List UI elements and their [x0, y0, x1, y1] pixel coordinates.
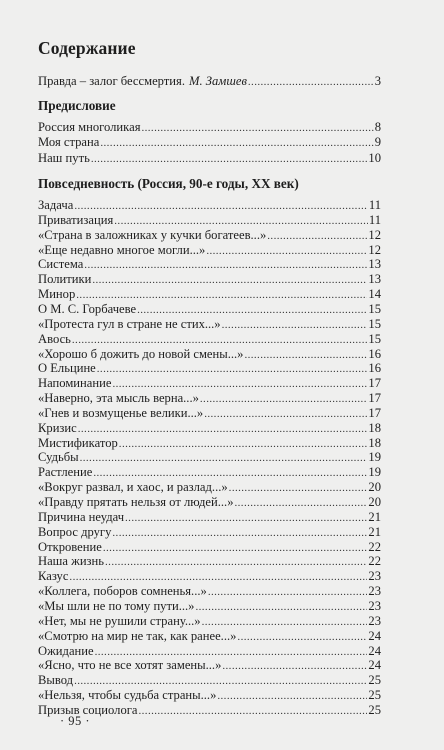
- toc-entry-page: 12: [368, 227, 381, 242]
- toc-entry-page: 25: [368, 688, 381, 703]
- leader-dots: [69, 571, 367, 583]
- leader-dots: [267, 230, 367, 242]
- toc-entry-title: Растление: [38, 465, 93, 480]
- toc-entry: [38, 614, 381, 628]
- toc-entry-page: 22: [368, 554, 381, 569]
- toc-entry: [38, 376, 381, 390]
- leader-dots: [114, 215, 368, 227]
- toc-entry-page: 13: [368, 257, 381, 272]
- leader-dots: [222, 319, 368, 331]
- toc-entry: [38, 135, 381, 149]
- toc-entry: [38, 629, 381, 643]
- leader-dots: [119, 438, 368, 450]
- toc-entry-page: 23: [368, 598, 381, 613]
- leader-dots: [125, 512, 367, 524]
- toc-entry-title: Система: [38, 257, 84, 272]
- toc-entry-title: Напоминание: [38, 376, 112, 391]
- toc-entry-title: «Еще недавно многое могли...»: [38, 242, 206, 257]
- toc-entry-title: «Хорошо б дожить до новой смены...»: [38, 346, 244, 361]
- toc-entry: [38, 332, 381, 346]
- leader-dots: [80, 452, 368, 464]
- toc-entry: [38, 361, 381, 375]
- toc-entry-page: 17: [368, 391, 381, 406]
- leader-dots: [139, 705, 368, 717]
- toc-entry-title: «Гнев и возмущенье велики...»: [38, 405, 204, 420]
- toc-entry-page: 10: [368, 150, 381, 165]
- leader-dots: [93, 467, 367, 479]
- leader-dots: [208, 586, 368, 598]
- toc-entry-title: Ожидание: [38, 643, 94, 658]
- toc-entry: [38, 151, 381, 165]
- leader-dots: [217, 690, 367, 702]
- toc-entry: [38, 525, 381, 539]
- leader-dots: [200, 393, 368, 405]
- toc-entry-title: «Нет, мы не рушили страну...»: [38, 613, 201, 628]
- leader-dots: [92, 274, 367, 286]
- leader-dots: [91, 153, 368, 165]
- toc-title: Содержание: [38, 38, 136, 58]
- page-number: · 95 ·: [60, 714, 91, 728]
- toc-entry-page: 21: [368, 524, 381, 539]
- toc-entry-title: «Коллега, поборов сомненья...»: [38, 584, 207, 599]
- toc-entry: [38, 213, 381, 227]
- toc-entry-page: 11: [368, 198, 381, 212]
- toc-entry-title: Наша жизнь: [38, 554, 105, 569]
- leader-dots: [248, 76, 374, 88]
- toc-entry: [38, 228, 381, 242]
- leader-dots: [112, 378, 367, 390]
- toc-entry-page: 24: [368, 643, 381, 658]
- toc-entry-title: О Ельцине: [38, 361, 96, 376]
- leader-dots: [103, 542, 368, 554]
- toc-entry-title: Казус: [38, 569, 69, 584]
- toc-entry-title: Минор: [38, 287, 76, 302]
- leader-dots: [229, 482, 368, 494]
- toc-entry-title: Призыв социолога: [38, 702, 138, 717]
- leader-dots: [74, 675, 367, 687]
- toc-entry-title: «Наверно, эта мысль верна...»: [38, 391, 199, 406]
- toc-entry-page: 16: [368, 361, 381, 376]
- toc-entry-page: 19: [368, 450, 381, 465]
- toc-entry: [38, 287, 381, 301]
- toc-entry: [38, 658, 381, 672]
- toc-entry-title: Приватизация: [38, 212, 114, 227]
- toc-entry: [38, 480, 381, 494]
- toc-entry-page: 25: [368, 673, 381, 688]
- toc-intro-text: Правда – залог бессмертия.: [38, 74, 185, 88]
- toc-entry-page: 22: [368, 539, 381, 554]
- toc-entry-page: 23: [368, 613, 381, 628]
- toc-entry: [38, 257, 381, 271]
- toc-entry: [38, 272, 381, 286]
- toc-entry-page: 24: [368, 658, 381, 673]
- toc-entry-page: 15: [368, 316, 381, 331]
- toc-entry: [38, 198, 381, 212]
- toc-entry-title: Мистификатор: [38, 435, 118, 450]
- toc-entry: [38, 554, 381, 568]
- toc-entry-title: Кризис: [38, 420, 77, 435]
- toc-entry-title: Задача: [38, 198, 74, 212]
- toc-entry: [38, 302, 381, 316]
- toc-entry-title: «Вокруг развал, и хаос, и разлад...»: [38, 480, 228, 495]
- leader-dots: [72, 334, 368, 346]
- toc-entry-title: Наш путь: [38, 150, 90, 165]
- toc-entry-page: 18: [368, 420, 381, 435]
- toc-entry: [38, 584, 381, 598]
- leader-dots: [141, 122, 373, 134]
- toc-entry-page: 14: [368, 287, 381, 302]
- toc-entry-page: 16: [368, 346, 381, 361]
- toc-entry-title: «Нельзя, чтобы судьба страны...»: [38, 688, 217, 703]
- leader-dots: [105, 556, 367, 568]
- toc-entry-title: «Смотрю на мир не так, как ранее...»: [38, 628, 237, 643]
- toc-entry: [38, 510, 381, 524]
- toc-entry: [38, 120, 381, 134]
- toc-entry-page: 25: [368, 702, 381, 717]
- toc-entry: [38, 569, 381, 583]
- toc-entry-title: Вывод: [38, 673, 74, 688]
- toc-entry: [38, 644, 381, 658]
- toc-entry: [38, 347, 381, 361]
- toc-entry-title: «Правду прятать нельзя от людей...»: [38, 495, 234, 509]
- toc-entry-title: Судьбы: [38, 450, 79, 465]
- toc-entry-page: 15: [368, 331, 381, 346]
- toc-entry: [38, 495, 381, 509]
- toc-entry-page: 21: [368, 509, 381, 524]
- toc-entry: [38, 673, 381, 687]
- toc-entry-page: 19: [368, 465, 381, 480]
- toc-entry: [38, 688, 381, 702]
- toc-entry: [38, 391, 381, 405]
- toc-entry-title: «Протеста гул в стране не стих...»: [38, 316, 221, 331]
- toc-entry-title: Вопрос другу: [38, 524, 112, 539]
- toc-entry-title: Политики: [38, 272, 92, 287]
- toc-entry: [38, 599, 381, 613]
- leader-dots: [222, 660, 367, 672]
- leader-dots: [112, 527, 367, 539]
- toc-entry-page: 13: [368, 272, 381, 287]
- toc-entry-title: «Ясно, что не все хотят замены...»: [38, 658, 222, 673]
- leader-dots: [204, 408, 367, 420]
- toc-entry: [38, 465, 381, 479]
- toc-entry-title: Причина неудач: [38, 509, 125, 524]
- toc-intro-page: 3: [374, 74, 381, 88]
- toc-entry-title: «Страна в заложниках у кучки богатеев...»: [38, 227, 267, 242]
- toc-intro-row: [38, 74, 381, 88]
- section-heading: Повседневность (Россия, 90-е годы, XX век): [38, 176, 299, 191]
- toc-entry-page: 24: [368, 628, 381, 643]
- toc-entry: [38, 317, 381, 331]
- toc-entry: [38, 436, 381, 450]
- toc-entry-page: 9: [374, 135, 381, 150]
- toc-entry-title: Откровение: [38, 539, 102, 554]
- leader-dots: [244, 349, 367, 361]
- leader-dots: [237, 631, 367, 643]
- leader-dots: [97, 363, 368, 375]
- toc-entry: [38, 243, 381, 257]
- leader-dots: [195, 601, 367, 613]
- toc-entry-page: 17: [368, 405, 381, 420]
- toc-entry-page: 23: [368, 584, 381, 599]
- leader-dots: [235, 497, 368, 509]
- toc-entry-page: 20: [368, 480, 381, 495]
- leader-dots: [137, 304, 367, 316]
- leader-dots: [78, 423, 368, 435]
- leader-dots: [202, 616, 368, 628]
- leader-dots: [206, 245, 367, 257]
- toc-entry-page: 20: [368, 495, 381, 509]
- toc-entry-page: 23: [368, 569, 381, 584]
- toc-entry-page: 15: [368, 301, 381, 316]
- leader-dots: [100, 137, 373, 149]
- toc-entry-page: 18: [368, 435, 381, 450]
- toc-entry: [38, 450, 381, 464]
- toc-entry-title: Моя страна: [38, 135, 100, 150]
- toc-entry: [38, 540, 381, 554]
- leader-dots: [95, 646, 368, 658]
- toc-entry-title: Россия многоликая: [38, 120, 141, 134]
- toc-entry-title: Авось: [38, 331, 71, 346]
- toc-entry: [38, 421, 381, 435]
- preface-heading: Предисловие: [38, 98, 116, 113]
- toc-entry-page: 8: [374, 120, 381, 134]
- leader-dots: [76, 289, 367, 301]
- toc-entry-page: 11: [368, 212, 381, 227]
- toc-entry-title: О М. С. Горбачеве: [38, 301, 137, 316]
- toc-entry: [38, 406, 381, 420]
- leader-dots: [74, 200, 368, 212]
- toc-entry-page: 12: [368, 242, 381, 257]
- toc-intro-author: М. Замшев: [188, 74, 247, 88]
- leader-dots: [84, 259, 367, 271]
- toc-entry-title: «Мы шли не по тому пути...»: [38, 598, 195, 613]
- toc-entry-page: 17: [368, 376, 381, 391]
